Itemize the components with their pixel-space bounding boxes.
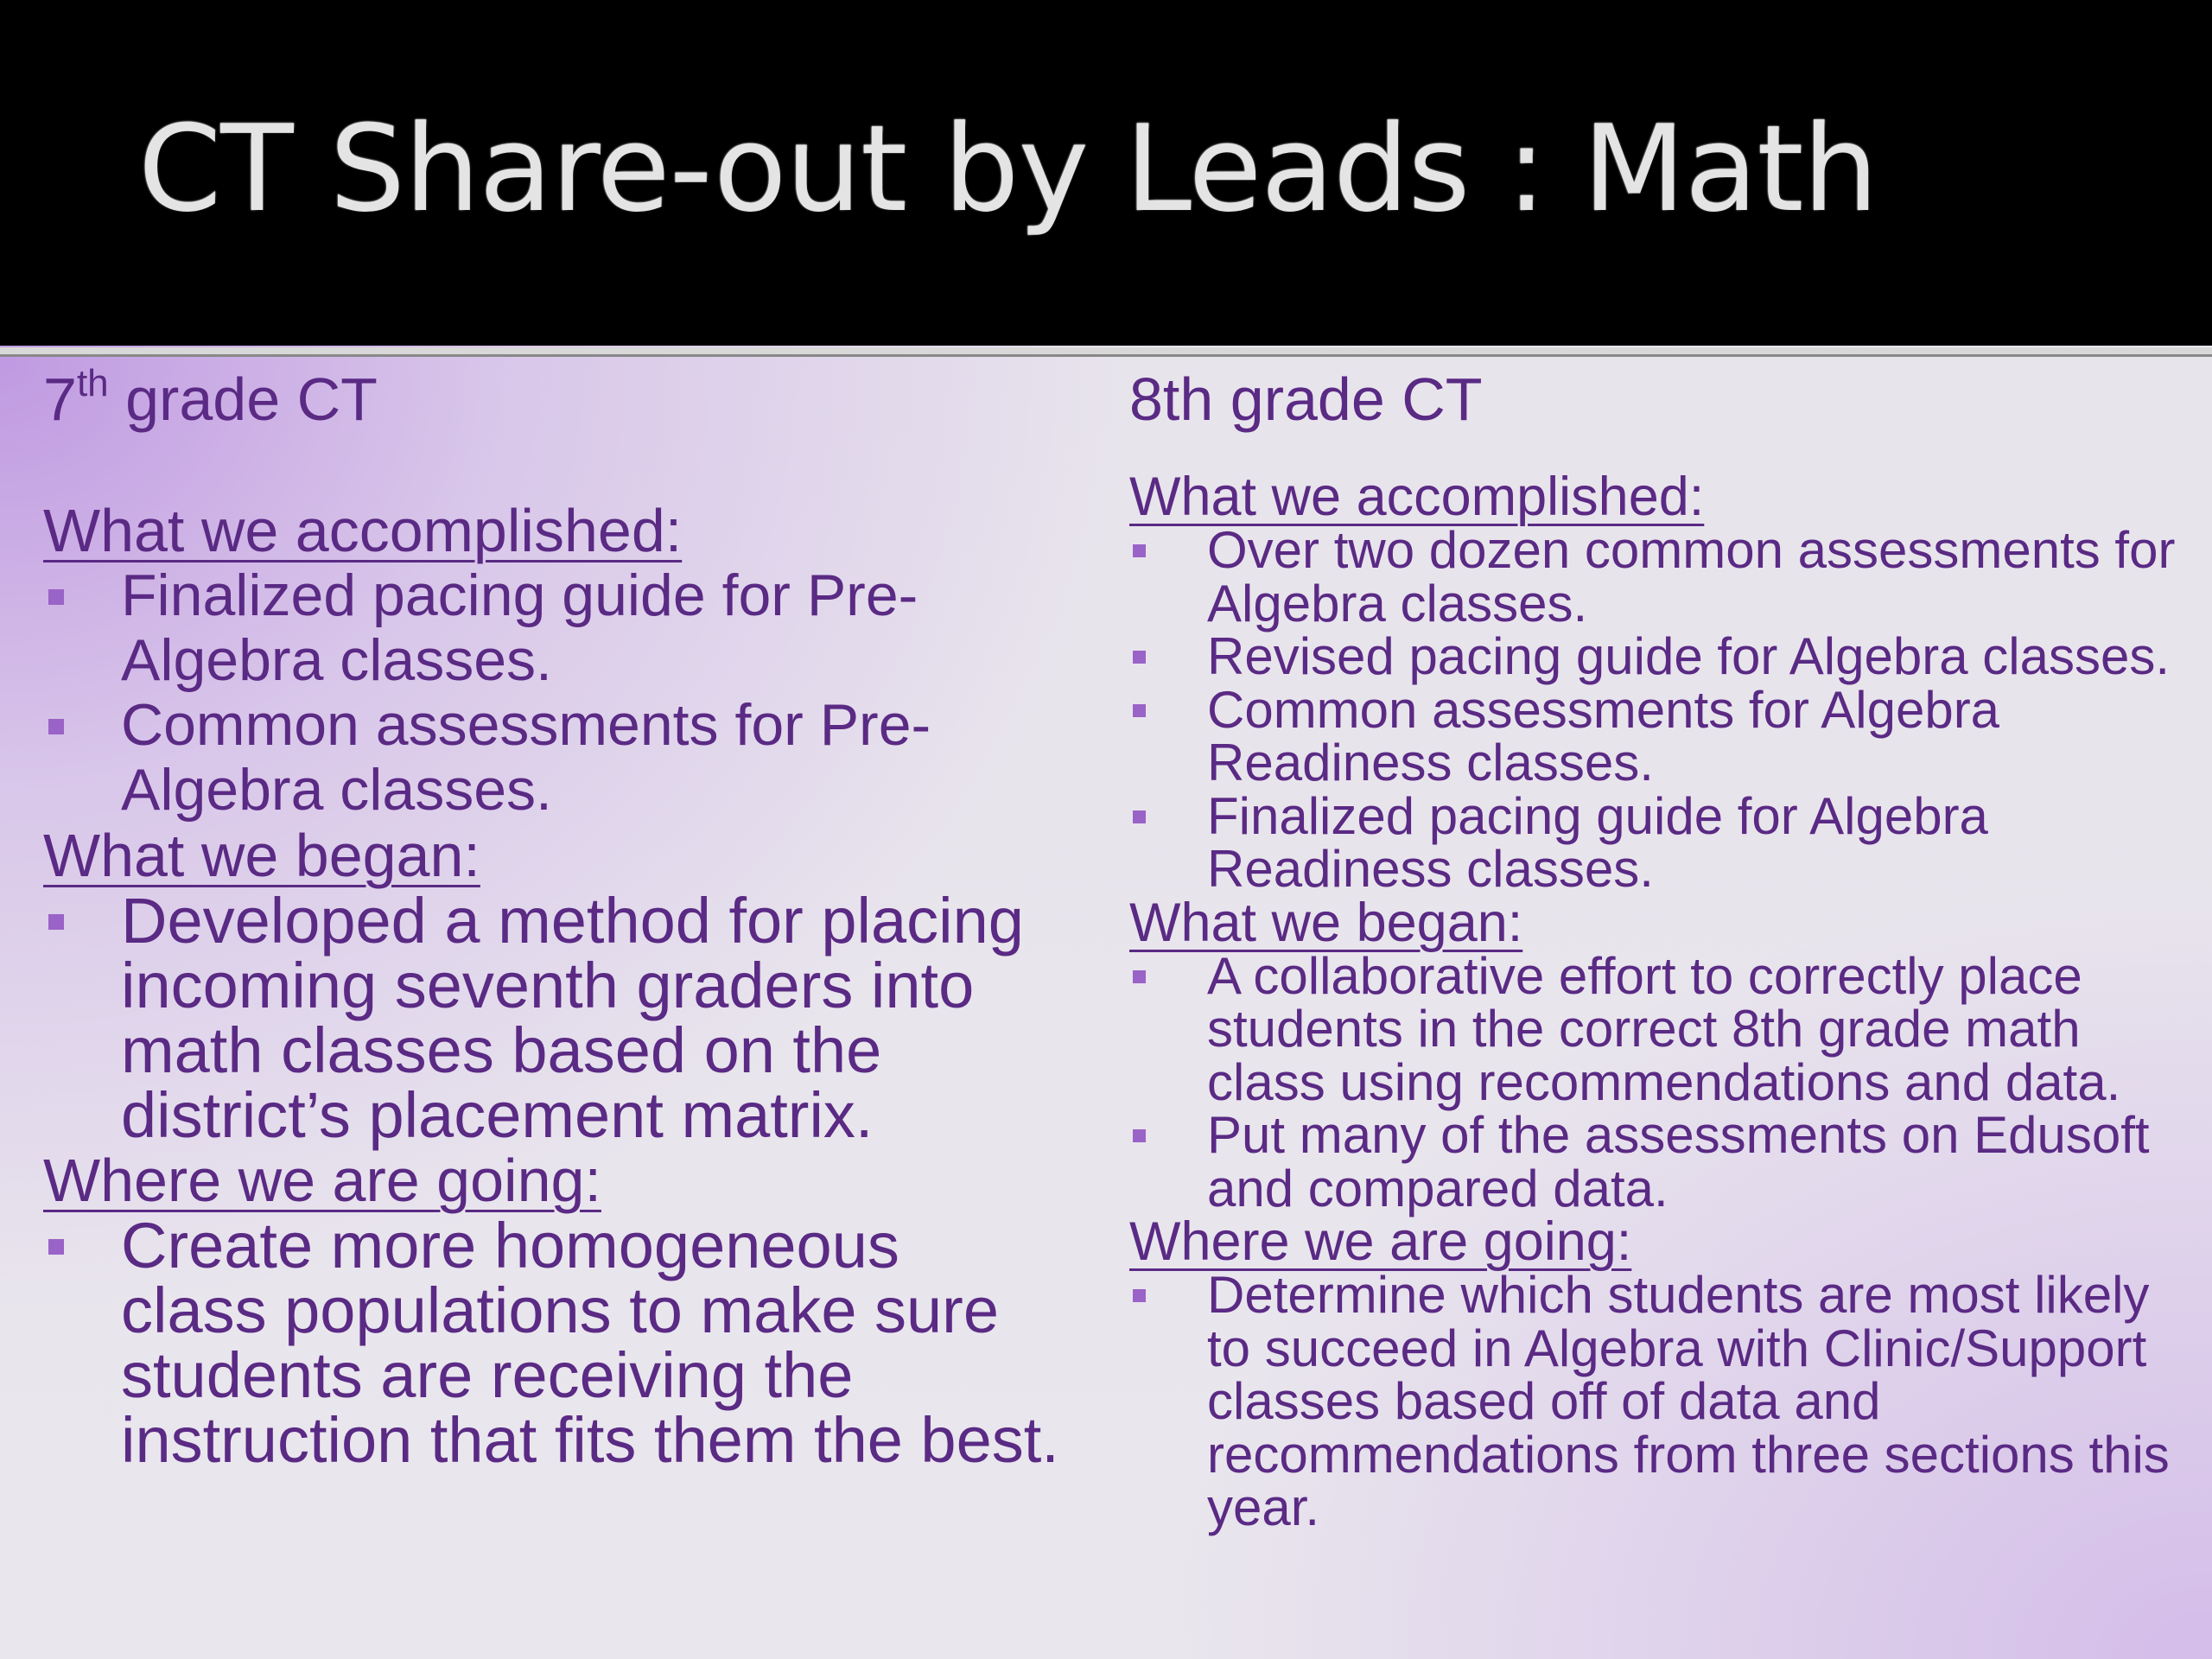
list-item — [1129, 627, 2192, 685]
eighth-grade-column — [1129, 363, 2192, 1535]
list-item — [1129, 1106, 2192, 1217]
list-item — [43, 885, 1063, 1151]
list-item — [43, 693, 1063, 823]
list-item-text: Determine which students are most likely to succeed in Algebra with Clinic/Support classes based off of data and recommendations from three sections this year. — [1207, 1266, 2170, 1536]
square-bullet-icon — [48, 589, 64, 605]
began-list — [43, 885, 1063, 1151]
list-item — [1129, 1268, 2192, 1535]
list-item-text: A collaborative effort to correctly place students in the correct 8th grade math class using recommendations and data. — [1207, 946, 2121, 1111]
square-bullet-icon — [1133, 1289, 1146, 1302]
square-bullet-icon — [1133, 704, 1146, 717]
list-item-text: Common assessments for Pre-Algebra classes. — [121, 692, 931, 823]
heading-number: 7 — [43, 365, 77, 433]
seventh-grade-heading — [43, 363, 1063, 435]
accomplished-list — [43, 563, 1063, 823]
square-bullet-icon — [1133, 1129, 1146, 1142]
list-item-text: Put many of the assessments on Edusoft and compared data. — [1207, 1106, 2150, 1217]
list-item — [1129, 521, 2192, 632]
going-list — [1129, 1268, 2192, 1535]
began-label: What we began: — [1129, 892, 1523, 953]
heading-superscript: th — [76, 362, 109, 404]
square-bullet-icon — [48, 1239, 64, 1255]
square-bullet-icon — [1133, 970, 1146, 983]
list-item-text: Create more homogeneous class populations to make sure students are receiving the instruction that fits them the best. — [121, 1210, 1059, 1476]
going-list — [43, 1210, 1063, 1476]
accomplished-list — [1129, 521, 2192, 898]
list-item — [1129, 680, 2192, 791]
square-bullet-icon — [1133, 810, 1146, 823]
list-item — [43, 563, 1063, 693]
going-label: Where we are going: — [1129, 1211, 1632, 1272]
accomplished-label: What we accomplished: — [1129, 467, 1705, 527]
list-item — [1129, 946, 2192, 1111]
list-item-text: Developed a method for placing incoming seventh graders into math classes based on the district’s placement matrix. — [121, 885, 1024, 1151]
title-divider-shadow — [0, 354, 2212, 357]
eighth-grade-heading: 8th grade CT — [1129, 365, 1483, 433]
title-divider — [0, 347, 2212, 354]
square-bullet-icon — [1133, 544, 1146, 557]
slide-title: CT Share-out by Leads : Math — [138, 99, 1878, 238]
square-bullet-icon — [48, 914, 64, 930]
list-item-text: Finalized pacing guide for Algebra Readiness classes. — [1207, 786, 1988, 898]
list-item-text: Over two dozen common assessments for Algebra classes. — [1207, 521, 2176, 632]
list-item-text: Revised pacing guide for Algebra classes. — [1207, 627, 2170, 685]
list-item-text: Common assessments for Algebra Readiness classes. — [1207, 680, 2000, 791]
began-list — [1129, 946, 2192, 1217]
going-label: Where we are going: — [43, 1147, 601, 1214]
accomplished-label: What we accomplished: — [43, 497, 683, 564]
square-bullet-icon — [48, 719, 64, 734]
list-item — [1129, 786, 2192, 898]
heading-text: grade CT — [108, 365, 378, 433]
square-bullet-icon — [1133, 651, 1146, 664]
began-label: What we began: — [43, 822, 480, 889]
list-item-text: Finalized pacing guide for Pre-Algebra classes. — [121, 563, 918, 693]
list-item — [43, 1210, 1063, 1476]
seventh-grade-column — [43, 362, 1063, 1476]
